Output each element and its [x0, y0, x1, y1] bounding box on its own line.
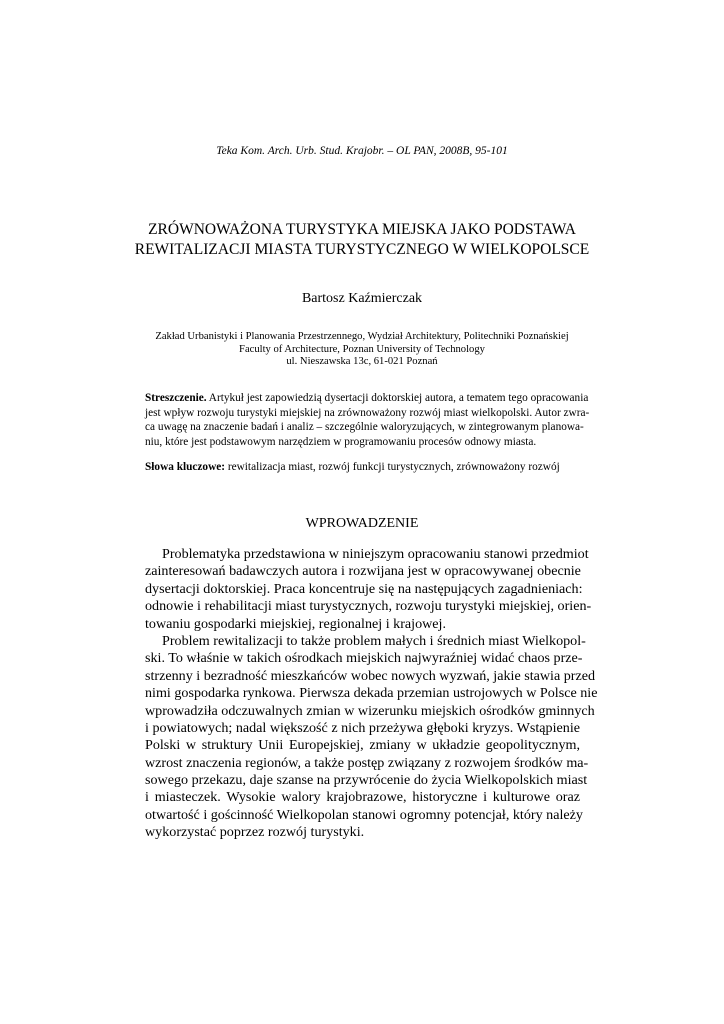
abstract-text: Artykuł jest zapowiedzią dysertacji doktorskiej autora, a tematem tego opracowania	[206, 392, 589, 404]
body-line: Problematyka przedstawiona w niniejszym opracowaniu stanowi przedmiot	[162, 546, 589, 562]
body-line: wykorzystać poprzez rozwój turystyki.	[145, 824, 365, 841]
abstract-line: jest wpływ rozwoju turystyki miejskiej na zrównoważony rozwój miast wielkopolski. Autor zwra-	[145, 406, 590, 419]
body-line: i miasteczek. Wysokie walory krajobrazowe, historyczne i kulturowe oraz	[145, 789, 580, 806]
abstract-line	[145, 391, 589, 406]
body-line: towaniu gospodarki miejskiej, regionalnej i krajowej.	[145, 615, 446, 632]
body-line: i powiatowych; nadal większość z nich przeżywa głęboki kryzys. Wstąpienie	[145, 719, 580, 736]
body-line: dysertacji doktorskiej. Praca koncentruje się na następujących zagadnieniach:	[145, 580, 583, 597]
abstract-line: niu, które jest podstawowym narzędziem w programowaniu procesów odnowy miasta.	[145, 435, 537, 448]
abstract-label: Streszczenie.	[145, 392, 207, 404]
abstract	[145, 391, 590, 449]
body-line: nimi gospodarka rynkowa. Pierwsza dekada przemian ustrojowych w Polsce nie	[145, 685, 598, 702]
body-line: ski. To właśnie w takich ośrodkach miejskich najwyraźniej widać chaos prze-	[145, 650, 583, 667]
body-line: sowego przekazu, daje szanse na przywrócenie do życia Wielkopolskich miast	[145, 772, 588, 789]
affiliation	[110, 331, 614, 369]
body-line: wzrost znaczenia regionów, a także postęp związany z rozwojem środków ma-	[145, 754, 589, 771]
body-line: Polski w struktury Unii Europejskiej, zmiany w układzie geopolitycznym,	[145, 737, 580, 754]
paper-title	[120, 220, 604, 260]
abstract-line: ca uwagę na znaczenie badań i analiz – szczególnie waloryzujących, w zintegrowanym planowa-	[145, 421, 584, 434]
body-line: wprowadziła odczuwalnych zmian w wizerunku miejskich ośrodków gminnych	[145, 702, 595, 719]
keywords-text: rewitalizacja miast, rozwój funkcji turystycznych, zrównoważony rozwój	[225, 461, 560, 473]
body-text	[145, 546, 598, 842]
title-line: ZRÓWNOWAŻONA TURYSTYKA MIEJSKA JAKO PODSTAWA	[148, 221, 576, 238]
affiliation-line: ul. Nieszawska 13c, 61-021 Poznań	[286, 356, 438, 367]
keywords	[145, 460, 580, 475]
affiliation-line: Faculty of Architecture, Poznan University of Technology	[239, 343, 485, 355]
author-name: Bartosz Kaźmierczak	[301, 291, 423, 306]
body-line: strzenny i bezradność mieszkańców wobec nowych wyzwań, jakie stawia przed	[145, 667, 596, 684]
body-line: zainteresowań badawczych autora i rozwijana jest w opracowywanej obecnie	[145, 563, 581, 580]
journal-citation: Teka Kom. Arch. Urb. Stud. Krajobr. – OL PAN, 2008B, 95-101	[216, 145, 508, 157]
body-line: otwartość i gościnność Wielkopolan stanowi ogromny potencjał, który należy	[145, 806, 583, 823]
body-line: Problem rewitalizacji to także problem małych i średnich miast Wielkopol-	[162, 632, 586, 649]
affiliation-line: Zakład Urbanistyki i Planowania Przestrzennego, Wydział Architektury, Politechniki Poznańskiej	[155, 331, 569, 342]
keywords-label: Słowa kluczowe:	[145, 461, 226, 473]
section-heading: WPROWADZENIE	[305, 516, 419, 531]
title-line: REWITALIZACJI MIASTA TURYSTYCZNEGO W WIELKOPOLSCE	[134, 241, 590, 258]
body-line: odnowie i rehabilitacji miast turystycznych, rozwoju turystyki miejskiej, orien-	[145, 598, 592, 615]
